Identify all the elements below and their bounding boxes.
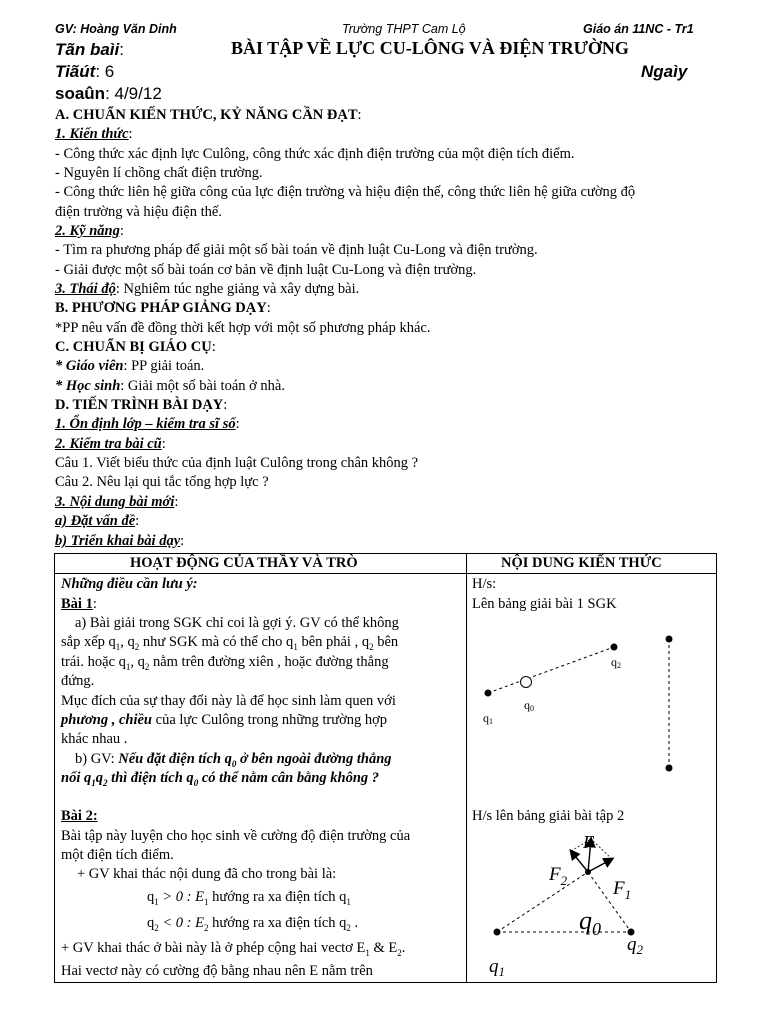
fig1-charge-q2 (611, 644, 618, 651)
section-a2-label: 2. Kỹ năng: (55, 223, 124, 239)
a1-line-2: - Nguyên lí chồng chất điện trường. (55, 165, 263, 181)
bai2-line-2: một điện tích điểm. (61, 847, 174, 863)
section-a3: 3. Thái độ: Nghiêm túc nghe giảng và xây dựng bài. (55, 281, 360, 297)
c-teacher: * Giáo viên: PP giải toán. (55, 358, 205, 374)
bai1-line-8: b) GV: Nếu đặt điện tích $q_0$ ở bên ngoài đường thẳng (75, 751, 392, 769)
school-name: Trường THPT Cam Lộ (342, 22, 466, 36)
notes-heading: Những điều cần lưu ý: (61, 576, 198, 592)
bai1-line-6: phương , chiều của lực Culông trong những trường hợp (61, 712, 388, 728)
figure-bai1 (467, 624, 717, 784)
fig1-top-charge (666, 636, 673, 643)
section-c-heading: C. CHUẨN BỊ GIÁO CỤ: (55, 339, 216, 355)
d2-question-1: Câu 1. Viết biểu thức của định luật Culông trong chân không ? (55, 455, 419, 471)
a2-line-2: - Giải được một số bài toán cơ bản về định luật Cu-Long và điện trường. (55, 262, 477, 278)
d2-label: 2. Kiểm tra bài cũ: (55, 436, 166, 452)
fig2-line-q1-q0 (497, 872, 588, 932)
bai1-line-5: Mục đích của sự thay đổi này là để học sinh làm quen với (61, 693, 396, 709)
hs-label: H/s: (472, 576, 497, 592)
bai1-line-1: a) Bài giải trong SGK chỉ coi là gợi ý. GV có thể không (75, 615, 399, 631)
fig2-label-q1: $q_1$ (489, 956, 505, 979)
bai2-label: Bài 2: (61, 808, 98, 824)
plan-label: Giáo án 11NC - Tr1 (583, 22, 694, 36)
header-divider (55, 573, 716, 574)
fig2-label-q2: $q_2$ (627, 934, 643, 957)
fig2-parallelogram-b (591, 839, 612, 859)
b-line: *PP nêu vấn đề đồng thời kết hợp với một số phương pháp khác. (55, 320, 431, 336)
bai1-label: Bài 1: (61, 596, 97, 612)
bai2-line-4: $q_1 > 0$ : $E_1$ hướng ra xa điện tích $q_1$ (147, 889, 351, 907)
fig2-charge-q1 (494, 929, 501, 936)
a1-line-3: - Công thức liên hệ giữa công của lực điện trường và hiệu điện thế, công thức liên hệ giữa cường độ (55, 184, 636, 200)
d3-label: 3. Nội dung bài mới: (55, 494, 179, 510)
fig2-vector-f2 (571, 851, 588, 872)
bai2-line-1: Bài tập này luyện cho học sinh về cường độ điện trường của (61, 828, 411, 844)
bai1-line-7: khác nhau . (61, 731, 128, 747)
bai1-line-2: sắp xếp $q_1$, $q_2$ như SGK mà có thể cho $q_1$ bên phải , $q_2$ bên (61, 634, 399, 652)
lesson-label: Tãn baìi: (55, 40, 124, 59)
fig1-charge-q1 (485, 690, 492, 697)
bai1-line-4: đứng. (61, 673, 95, 689)
bai2-line-3: + GV khai thác nội dung đã cho trong bài là: (77, 866, 337, 882)
bai1-answer: Lên bảng giải bài 1 SGK (472, 596, 617, 612)
a1-line-4: điện trường và hiệu điện thế. (55, 204, 222, 220)
lesson-title: BÀI TẬP VỀ LỰC CU-LÔNG VÀ ĐIỆN TRƯỜNG (231, 38, 629, 58)
fig1-charge-q0 (521, 677, 532, 688)
section-b-heading: B. PHƯƠNG PHÁP GIẢNG DẠY: (55, 300, 271, 316)
soan-line: soaûn: 4/9/12 (55, 84, 162, 103)
fig2-label-f: F (583, 834, 594, 852)
bai2-answer: H/s lên bảng giải bài tập 2 (472, 808, 625, 824)
fig1-label-q2: q2 (611, 655, 621, 670)
a2-line-1: - Tìm ra phương pháp để giải một số bài toán về định luật Cu-Long và điện trường. (55, 242, 538, 258)
fig2-vector-f1 (588, 859, 612, 872)
bai2-line-5: $q_2 < 0$ : $E_2$ hướng ra xa điện tích $q_2$ . (147, 915, 359, 933)
lesson-table (54, 553, 717, 983)
fig2-label-f2: $F_2$ (549, 864, 568, 888)
table-header-activities: HOẠT ĐỘNG CỦA THẦY VÀ TRÒ (130, 555, 358, 571)
bai1-line-9: nối $q_1q_2$ thì điện tích $q_0$ có thể nằm cân bằng không ? (61, 770, 380, 788)
a1-line-1: - Công thức xác định lực Culông, công thức xác định điện trường của một điện tích điểm. (55, 146, 575, 162)
date-label: Ngaìy (641, 62, 688, 81)
section-a1-label: 1. Kiến thức: (55, 126, 133, 142)
c-student: * Học sinh: Giải một số bài toán ở nhà. (55, 378, 285, 394)
d3b-label: b) Triển khai bài dạy: (55, 533, 185, 549)
section-d-heading: D. TIẾN TRÌNH BÀI DẠY: (55, 397, 228, 413)
fig2-label-f1: $F_1$ (613, 878, 632, 902)
bai2-line-6: + GV khai thác ở bài này là ở phép cộng hai vectơ $E_1$ & $E_2$. (61, 940, 406, 958)
fig1-label-q1: q1 (483, 711, 493, 726)
fig1-label-q0: q0 (524, 698, 534, 713)
table-header-content: NỘI DUNG KIẾN THỨC (501, 555, 662, 571)
period-line: Tiãút: 6 (55, 62, 115, 81)
d2-question-2: Câu 2. Nêu lại qui tắc tổng hợp lực ? (55, 474, 269, 490)
running-header (55, 22, 715, 38)
d1-label: 1. Ổn định lớp – kiểm tra sĩ số: (55, 416, 240, 432)
fig2-charge-q0 (585, 869, 591, 875)
fig1-dashed-line (488, 647, 614, 693)
figure-bai2 (467, 834, 717, 982)
fig1-bottom-charge (666, 765, 673, 772)
bai2-line-7: Hai vectơ này có cường độ bằng nhau nên E nằm trên (61, 963, 373, 979)
fig2-label-q0: $q_0$ (579, 906, 601, 939)
bai1-line-3: trái. hoặc $q_1$, $q_2$ nằm trên đường xiên , hoặc đường thẳng (61, 654, 389, 672)
section-a-heading: A. CHUẨN KIẾN THỨC, KỶ NĂNG CẦN ĐẠT: (55, 107, 362, 123)
teacher-name: GV: Hoàng Văn Dinh (55, 22, 177, 36)
d3a-label: a) Đặt vấn đề: (55, 513, 140, 529)
